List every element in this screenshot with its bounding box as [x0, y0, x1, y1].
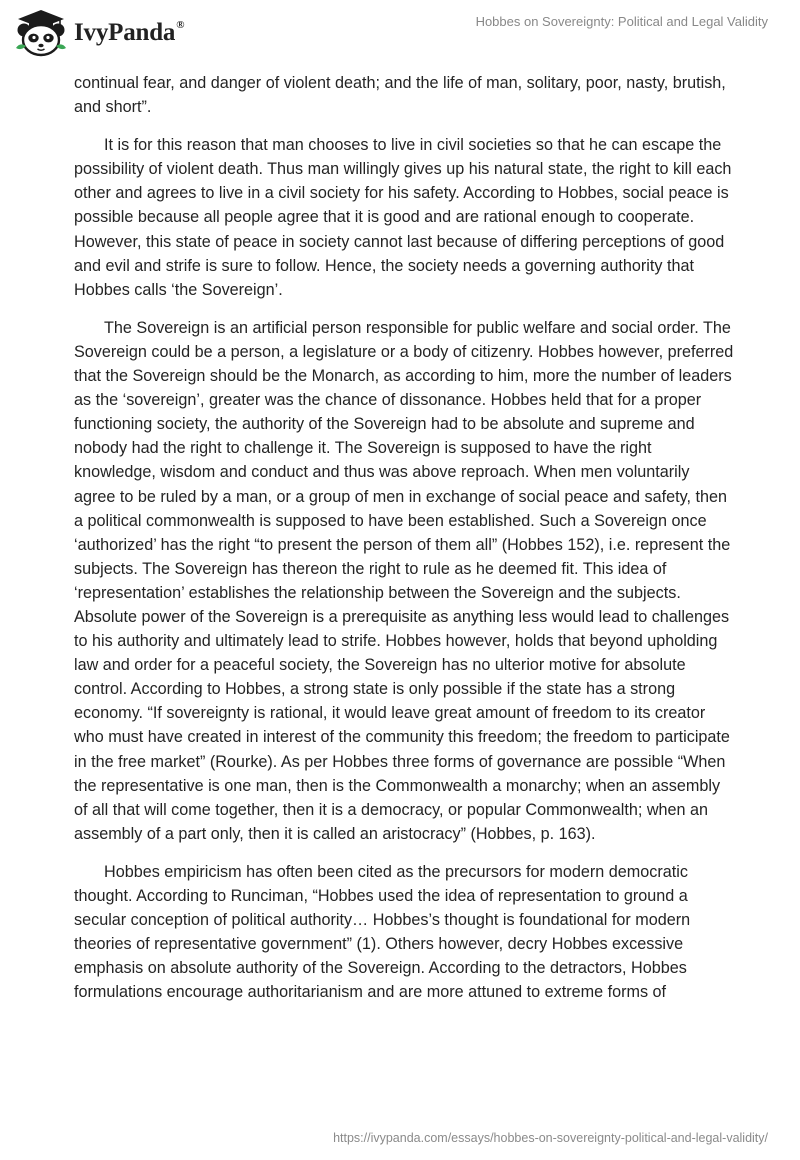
paragraph: Hobbes empiricism has often been cited as the precursors for modern democratic thought. According to Runciman, “Hobbes used the idea of representation to ground a secular conception of political authority… Hobbes’s thought is foundational for modern theories of representative government” (1). Others however, decry Hobbes excessive emphasis on absolute authority of the Sovereign. According to the detractors, Hobbes formulations encourage authoritarianism and are more attuned to extreme forms of — [74, 862, 691, 1002]
source-url[interactable]: https://ivypanda.com/essays/hobbes-on-sovereignty-political-and-legal-validity/ — [333, 1131, 768, 1145]
brand-logo[interactable] — [14, 8, 184, 58]
page-header — [0, 0, 800, 70]
paragraph-continuation: continual fear, and danger of violent death; and the life of man, solitary, poor, nasty, brutish, and short”. — [74, 74, 726, 117]
brand-name: IvyPanda® — [74, 19, 185, 46]
panda-graduate-icon — [14, 8, 68, 58]
paragraph: It is for this reason that man chooses to live in civil societies so that he can escape the possibility of violent death. Thus man willingly gives up his natural state, the right to kill each other and agrees to live in a civil society for his safety. According to Hobbes, social peace is possible because all people agree that it is good and are rational enough to cooperate. However, this state of peace in society cannot last because of differing perceptions of good and evil and strife is sure to follow. Hence, the society needs a governing authority that Hobbes calls ‘the Sovereign’. — [74, 136, 732, 299]
registered-mark: ® — [176, 19, 185, 31]
document-title: Hobbes on Sovereignty: Political and Legal Validity — [475, 14, 768, 29]
paragraph: The Sovereign is an artificial person responsible for public welfare and social order. The Sovereign could be a person, a legislature or a body of citizenry. Hobbes however, preferred that the Sovereign should be the Monarch, as according to him, more the number of leaders as the ‘sovereign’, greater was the chance of dissonance. Hobbes held that for a proper functioning society, the authority of the Sovereign had to be absolute and supreme and nobody had the right to challenge it. The Sovereign is supposed to have the right knowledge, wisdom and conduct and thus was above reproach. When men voluntarily agree to be ruled by a man, or a group of men in exchange of social peace and safety, then a political commonwealth is supposed to have been established. Such a Sovereign once ‘authorized’ has the right “to present the person of them all” (Hobbes 152), i.e. represent the subjects. The Sovereign has thereon the right to rule as he deemed fit. This idea of ‘representation’ establishes the relationship between the Sovereign and the subjects. Absolute power of the Sovereign is a prerequisite as anything less would lead to challenges to his authority and ultimately lead to strife. Hobbes however, holds that beyond upholding law and order for a peaceful society, the Sovereign has no ulterior motive for absolute control. According to Hobbes, a strong state is only possible if the state has a strong economy. “If sovereignty is rational, it would leave great amount of freedom to its creator who must have created in interest of the community this freedom; the freedom to participate in the free market” (Rourke). As per Hobbes three forms of governance are possible “When the representative is one man, then is the Commonwealth a monarchy; when an assembly of all that will come together, then it is a democracy, or popular Commonwealth; when an assembly of a part only, then it is called an aristocracy” (Hobbes, p. 163). — [74, 318, 734, 843]
essay-body — [74, 71, 734, 1018]
